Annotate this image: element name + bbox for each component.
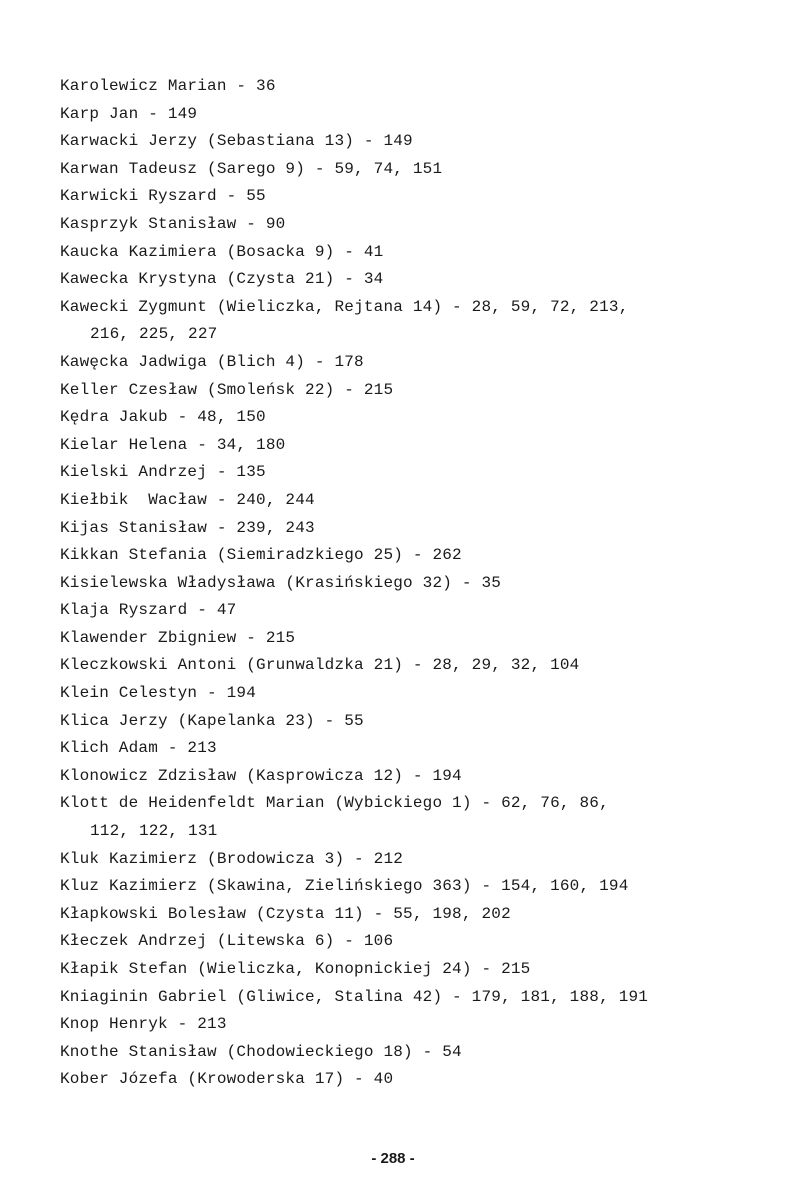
index-entry-text: Klica Jerzy (Kapelanka 23) - 55 — [60, 711, 364, 730]
index-entry — [60, 1011, 760, 1039]
index-entry-text: Kłeczek Andrzej (Litewska 6) - 106 — [60, 932, 394, 951]
index-entry — [60, 294, 760, 349]
index-entry-text: Klawender Zbigniew - 215 — [60, 628, 296, 647]
index-entry-text: Kluk Kazimierz (Brodowicza 3) - 212 — [60, 849, 404, 868]
index-entry-text: Kiełbik Wacław - 240, 244 — [60, 490, 315, 509]
index-entry — [60, 349, 760, 377]
index-entry-text: Kniaginin Gabriel (Gliwice, Stalina 42) - 179, 181, 188, 191 — [60, 987, 649, 1006]
index-entry-text: Klott de Heidenfeldt Marian (Wybickiego 1) - 62, 76, 86, — [60, 794, 609, 813]
index-entry-text: Kober Józefa (Krowoderska 17) - 40 — [60, 1070, 394, 1089]
index-entry-text: Karwicki Ryszard - 55 — [60, 187, 266, 206]
index-entry-text: Klaja Ryszard - 47 — [60, 601, 237, 620]
index-entry — [60, 459, 760, 487]
index-entry — [60, 1039, 760, 1067]
index-entry-text: Knop Henryk - 213 — [60, 1015, 227, 1034]
index-entry — [60, 708, 760, 736]
index-entry — [60, 211, 760, 239]
index-entry — [60, 570, 760, 598]
index-entry — [60, 377, 760, 405]
index-entry — [60, 652, 760, 680]
index-entry-text: Kleczkowski Antoni (Grunwaldzka 21) - 28, 29, 32, 104 — [60, 656, 580, 675]
index-entry — [60, 101, 760, 129]
index-entry — [60, 487, 760, 515]
index-entry — [60, 1066, 760, 1094]
index-entry — [60, 128, 760, 156]
index-entry — [60, 266, 760, 294]
index-entry-text: Kaucka Kazimiera (Bosacka 9) - 41 — [60, 242, 384, 261]
index-entry — [60, 597, 760, 625]
index-entry — [60, 984, 760, 1012]
index-entry-text: Kędra Jakub - 48, 150 — [60, 408, 266, 427]
index-entry — [60, 873, 760, 901]
index-entry-text: Karp Jan - 149 — [60, 104, 198, 123]
index-entry — [60, 846, 760, 874]
index-entry — [60, 432, 760, 460]
index-entry-text: Karolewicz Marian - 36 — [60, 77, 276, 95]
index-entry-text: Kłapik Stefan (Wieliczka, Konopnickiej 24) - 215 — [60, 960, 531, 978]
index-entry-text: Klein Celestyn - 194 — [60, 684, 257, 703]
index-entry-text: Karwan Tadeusz (Sarego 9) - 59, 74, 151 — [60, 159, 443, 178]
index-entry — [60, 183, 760, 211]
index-entry — [60, 404, 760, 432]
index-entry-continuation: 112, 122, 131 — [90, 822, 218, 841]
index-entry-text: Kłapkowski Bolesław (Czysta 11) - 55, 198, 202 — [60, 904, 511, 923]
index-entry — [60, 680, 760, 708]
index-entry — [60, 763, 760, 791]
index-entry-text: Kielar Helena - 34, 180 — [60, 435, 286, 454]
index-entry-text: Kawęcka Jadwiga (Blich 4) - 178 — [60, 352, 364, 371]
index-entry — [60, 735, 760, 763]
index-entry — [60, 542, 760, 570]
page-number: - 288 - — [371, 1150, 415, 1167]
index-entry-text: Kluz Kazimierz (Skawina, Zielińskiego 363) - 154, 160, 194 — [60, 877, 629, 896]
index-entry-text: Kielski Andrzej - 135 — [60, 463, 266, 482]
index-entry-text: Knothe Stanisław (Chodowieckiego 18) - 54 — [60, 1042, 462, 1061]
index-entry-text: Kisielewska Władysława (Krasińskiego 32) - 35 — [60, 573, 502, 592]
index-entry — [60, 239, 760, 267]
index-entry-text: Klich Adam - 213 — [60, 739, 217, 758]
index-entry-text: Kasprzyk Stanisław - 90 — [60, 214, 286, 233]
index-entry — [60, 515, 760, 543]
index-entry — [60, 156, 760, 184]
index-entry-continuation: 216, 225, 227 — [90, 325, 218, 344]
index-entry-text: Kawecki Zygmunt (Wieliczka, Rejtana 14) - 28, 59, 72, 213, — [60, 297, 629, 316]
index-entry — [60, 790, 760, 845]
index-entry — [60, 928, 760, 956]
index-entries — [60, 73, 760, 1094]
index-entry — [60, 956, 760, 984]
index-entry — [60, 901, 760, 929]
index-entry-text: Kawecka Krystyna (Czysta 21) - 34 — [60, 270, 384, 289]
index-entry-text: Keller Czesław (Smoleńsk 22) - 215 — [60, 380, 394, 399]
index-entry-text: Kikkan Stefania (Siemiradzkiego 25) - 262 — [60, 546, 462, 565]
index-entry — [60, 73, 760, 101]
index-entry-text: Klonowicz Zdzisław (Kasprowicza 12) - 194 — [60, 766, 462, 785]
index-entry — [60, 625, 760, 653]
index-entry-text: Karwacki Jerzy (Sebastiana 13) - 149 — [60, 132, 413, 151]
index-entry-text: Kijas Stanisław - 239, 243 — [60, 518, 315, 537]
